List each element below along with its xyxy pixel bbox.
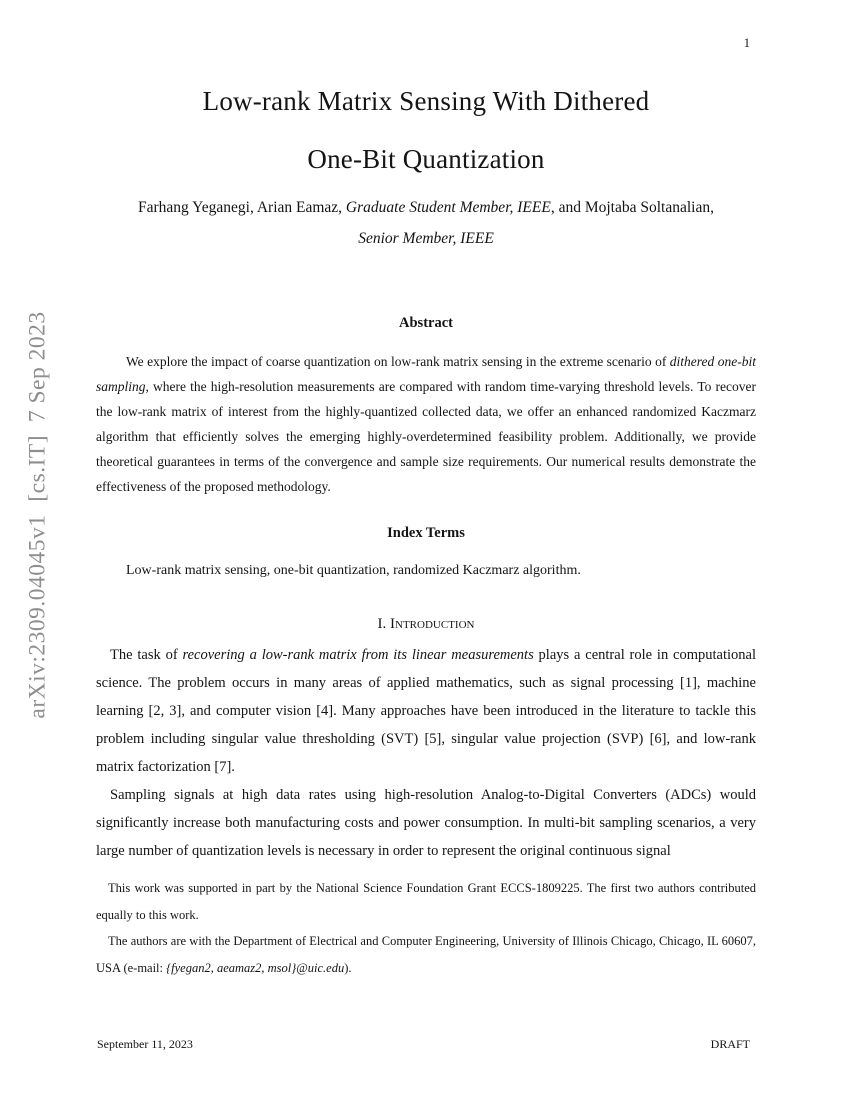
- author-names-1: Farhang Yeganegi, Arian Eamaz,: [138, 199, 346, 216]
- footer-date: September 11, 2023: [97, 1037, 193, 1051]
- authors-line-1: [96, 192, 756, 223]
- intro-p1-italic-phrase: recovering a low-rank matrix from its linear measurements: [182, 647, 534, 663]
- intro-paragraph-1: [96, 641, 756, 781]
- intro-p1-part-1: The task of: [110, 647, 183, 663]
- section-heading-introduction: I. Introduction: [377, 616, 475, 632]
- footnote-affiliation: [96, 928, 756, 981]
- index-terms-heading: Index Terms: [387, 525, 465, 541]
- author-names-2: , and Mojtaba Soltanalian,: [550, 199, 714, 216]
- footnote-email: {fyegan2, aeamaz2, msol}@uic.edu: [166, 960, 345, 975]
- footnote-funding: This work was supported in part by the National Science Foundation Grant ECCS-1809225. The first two authors contributed equally to this work.: [96, 881, 756, 922]
- title-line-2: One-Bit Quantization: [307, 144, 545, 174]
- intro-paragraph-2: Sampling signals at high data rates using high-resolution Analog-to-Digital Converters (ADCs) would significantly increase both manufacturing costs and power consumption. In multi-bit sampling scenarios, a very large number of quantization levels is necessary in order to represent the original continuous signal: [96, 787, 756, 859]
- authors-block: [96, 192, 756, 254]
- page-footer: [97, 1037, 750, 1052]
- first-page-footnotes: [96, 875, 756, 981]
- footer-draft-label: DRAFT: [710, 1037, 750, 1051]
- author-member-title-1: Graduate Student Member, IEEE: [345, 199, 551, 216]
- abstract-heading: Abstract: [399, 315, 453, 331]
- abstract-italic-phrase: dithered one-bit sampling: [96, 354, 756, 394]
- page-number: 1: [743, 36, 750, 50]
- paper-title: [96, 72, 756, 188]
- footnote-affiliation-close: ).: [344, 960, 352, 975]
- abstract-part-3: , where the high-resolution measurements are compared with random time-varying threshold levels. To recover the low-rank matrix of interest from the highly-quantized collected data, we offer an enhanced randomized Kaczmarz algorithm that efficiently solves the emerging highly-overdetermined feasibility problem. Additionally, we provide theoretical guarantees in terms of the convergence and sample size requirements. Our numerical results demonstrate the effectiveness of the proposed methodology.: [96, 379, 756, 494]
- authors-line-2: Senior Member, IEEE: [358, 230, 494, 247]
- abstract-text: [96, 349, 756, 499]
- index-terms-text: Low-rank matrix sensing, one-bit quantization, randomized Kaczmarz algorithm.: [126, 563, 581, 578]
- page-content: [96, 0, 756, 981]
- intro-p1-part-3: plays a central role in computational science. The problem occurs in many areas of applied mathematics, such as signal processing [1], machine learning [2, 3], and computer vision [4]. Many approaches have been introduced in the literature to tackle this problem including singular value thresholding (SVT) [5], singular value projection (SVP) [6], and low-rank matrix factorization [7].: [96, 647, 757, 775]
- title-line-1: Low-rank Matrix Sensing With Dithered: [202, 86, 650, 116]
- footnote-affiliation-text: The authors are with the Department of Electrical and Computer Engineering, University of Illinois Chicago, Chicago, IL 60607, USA (e-mail:: [96, 934, 756, 975]
- abstract-part-1: We explore the impact of coarse quantization on low-rank matrix sensing in the extreme scenario of: [126, 354, 670, 369]
- arxiv-watermark: arXiv:2309.04045v1 [cs.IT] 7 Sep 2023: [24, 311, 51, 719]
